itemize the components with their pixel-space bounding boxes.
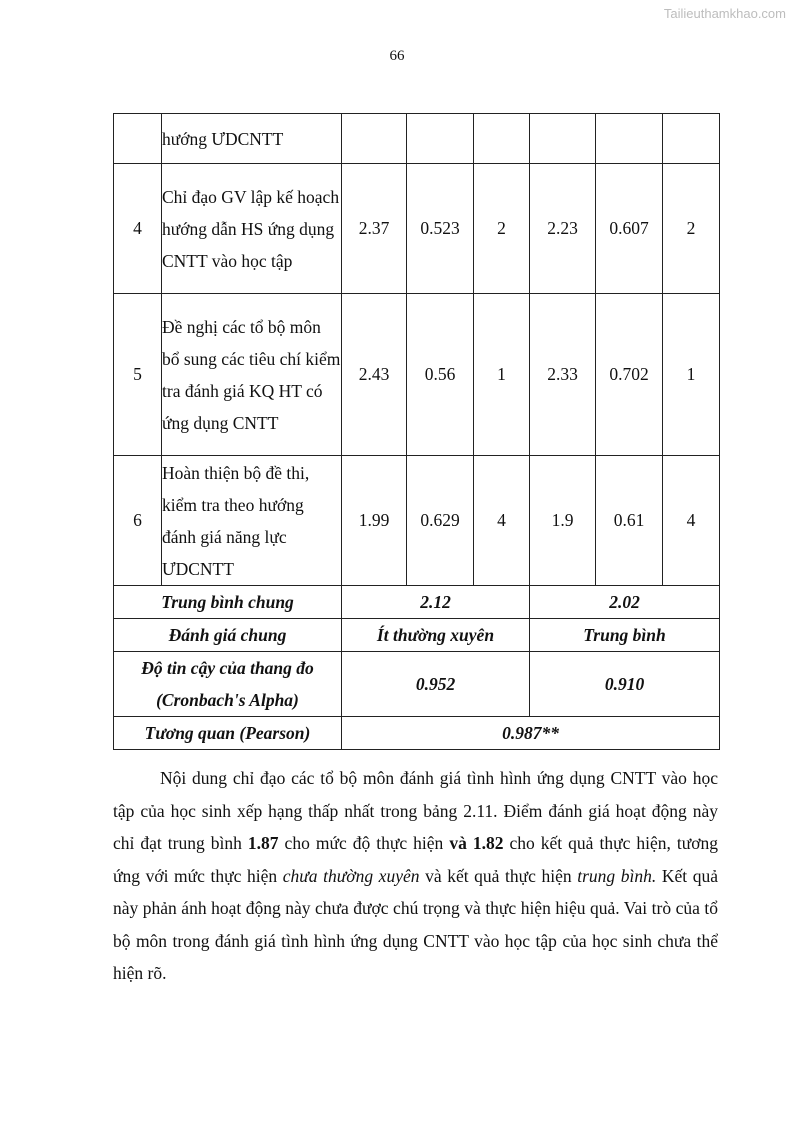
evaluation-label: Đánh giá chung [114,619,342,652]
content-cell: Đề nghị các tổ bộ môn bổ sung các tiêu chí kiểm tra đánh giá KQ HT có ứng dụng CNTT [162,294,342,456]
row-number-cell [114,114,162,164]
summary-row-average [114,586,720,619]
value-cell [530,114,596,164]
row-number-cell: 5 [114,294,162,456]
value-cell: 1 [663,294,720,456]
value-cell [596,114,663,164]
average-value-2: 2.02 [530,586,720,619]
value-cell [663,114,720,164]
value-cell: 2.23 [530,164,596,294]
paragraph-bold-value: 1.87 [247,833,279,853]
value-cell: 2.33 [530,294,596,456]
average-value-1: 2.12 [342,586,530,619]
value-cell: 2.43 [342,294,407,456]
summary-row-evaluation [114,619,720,652]
correlation-value: 0.987** [342,717,720,750]
value-cell: 0.629 [407,456,474,586]
content-cell: Hoàn thiện bộ đề thi, kiểm tra theo hướng đánh giá năng lực ƯDCNTT [162,456,342,586]
paragraph-italic-text: trung bình. [577,865,657,886]
evaluation-value-1: Ít thường xuyên [342,619,530,652]
reliability-value-1: 0.952 [342,652,530,717]
average-label: Trung bình chung [114,586,342,619]
reliability-value-2: 0.910 [530,652,720,717]
table-row [114,294,720,456]
value-cell: 0.61 [596,456,663,586]
value-cell [407,114,474,164]
paragraph-bold-value: và 1.82 [449,833,504,853]
paragraph-text: và kết quả thực hiện [419,865,578,886]
evaluation-table [113,113,720,750]
content-cell: hướng ƯDCNTT [162,114,342,164]
value-cell: 1.9 [530,456,596,586]
table-row [114,114,720,164]
body-paragraph [113,762,718,990]
row-number-cell: 6 [114,456,162,586]
paragraph-text: cho mức độ thực hiện [278,833,450,853]
paragraph-italic-text: chưa thường xuyên [282,865,420,886]
value-cell: 1.99 [342,456,407,586]
table-row [114,456,720,586]
summary-row-correlation [114,717,720,750]
watermark: Tailieuthamkhao.com [663,6,786,21]
value-cell: 0.702 [596,294,663,456]
value-cell: 4 [474,456,530,586]
value-cell: 2.37 [342,164,407,294]
paragraph-text: Nội dung chỉ đạo các tổ bộ môn đánh giá tình hình ứng dụng CNTT vào học tập của học sinh xếp hạng thấp nhất trong bảng 2.11. Điểm đánh giá hoạt động này chỉ đạt trung bình [113,768,718,853]
evaluation-value-2: Trung bình [530,619,720,652]
value-cell: 0.607 [596,164,663,294]
value-cell: 2 [663,164,720,294]
paragraph-text: Kết quả này phản ánh hoạt động này chưa được chú trọng và thực hiện hiệu quả. Vai trò của tổ bộ môn trong đánh giá tình hình ứng dụng CNTT vào học tập của học sinh chưa thể hiện rõ. [113,865,718,983]
paragraph-text: cho kết quả thực hiện, tương ứng với mức thực hiện [113,833,718,886]
value-cell [474,114,530,164]
table-row [114,164,720,294]
value-cell: 2 [474,164,530,294]
row-number-cell: 4 [114,164,162,294]
value-cell [342,114,407,164]
value-cell: 1 [474,294,530,456]
page-number: 66 [389,48,405,64]
value-cell: 0.523 [407,164,474,294]
value-cell: 4 [663,456,720,586]
correlation-label: Tương quan (Pearson) [114,717,342,750]
content-cell: Chỉ đạo GV lập kế hoạch hướng dẫn HS ứng dụng CNTT vào học tập [162,164,342,294]
value-cell: 0.56 [407,294,474,456]
reliability-label: Độ tin cậy của thang đo (Cronbach's Alpha) [114,652,342,717]
summary-row-reliability [114,652,720,717]
